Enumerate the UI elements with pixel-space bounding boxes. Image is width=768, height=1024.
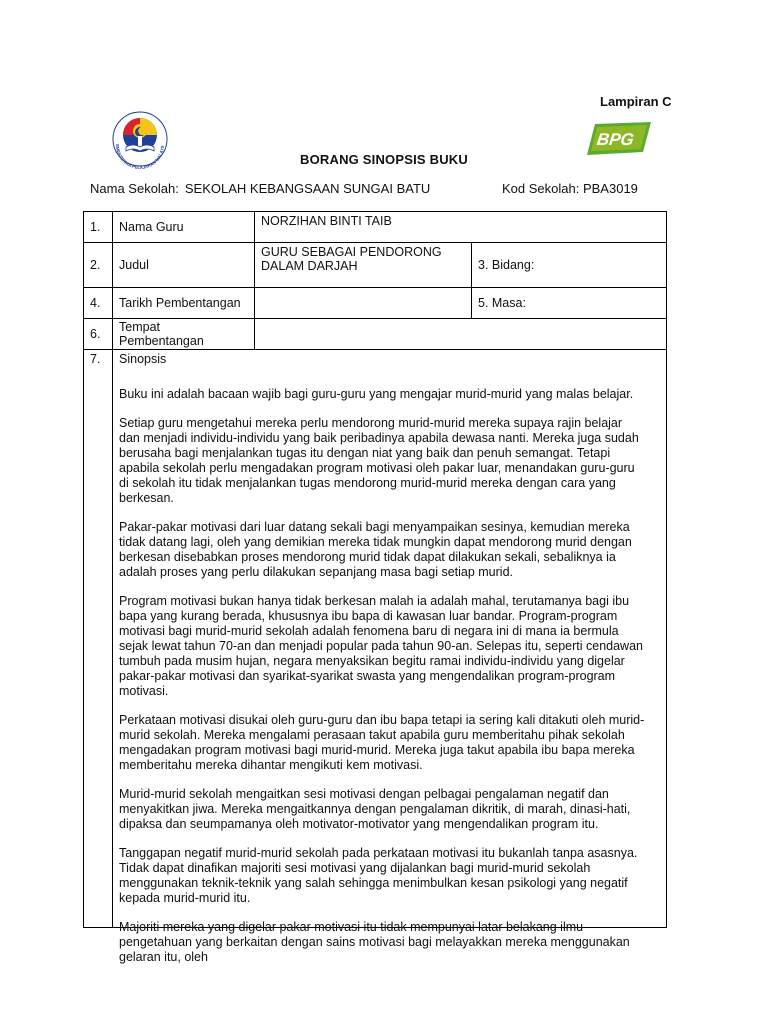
time-label: 5. Masa: — [472, 288, 667, 319]
row-presentation-place — [84, 319, 667, 350]
presentation-place-label: Tempat Pembentangan — [113, 319, 255, 350]
synopsis-cell — [113, 350, 667, 964]
bpg-logo-text: BPG — [595, 130, 636, 149]
row-number: 4. — [84, 288, 113, 319]
synopsis-paragraph: Setiap guru mengetahui mereka perlu mendorong murid-murid mereka supaya rajin belajar dan menjadi individu-individu yang baik peribadinya apabila dewasa nanti. Mereka juga sudah berusaha bagi menjalankan tugas itu dengan niat yang baik dan penuh semangat. Tetapi apabila sekolah perlu mengadakan program motivasi oleh pakar luar, menandakan guru-guru di sekolah itu tidak menjalankan tugas mendorong murid-murid mereka dengan cara yang berkesan. — [119, 416, 639, 505]
row-number: 2. — [84, 243, 113, 288]
teacher-name-label: Nama Guru — [113, 212, 255, 243]
bpg-logo — [585, 121, 653, 159]
teacher-name-value: NORZIHAN BINTI TAIB — [255, 212, 667, 243]
synopsis-paragraph: Buku ini adalah bacaan wajib bagi guru-guru yang mengajar murid-murid yang malas belajar. — [119, 387, 634, 401]
row-synopsis — [84, 350, 667, 928]
synopsis-heading: Sinopsis — [119, 352, 167, 366]
row-presentation-date — [84, 288, 667, 319]
form-title: BORANG SINOPSIS BUKU — [300, 152, 468, 167]
school-name-value: SEKOLAH KEBANGSAAN SUNGAI BATU — [184, 181, 431, 196]
synopsis-paragraph: Program motivasi bukan hanya tidak berkesan malah ia adalah mahal, terutamanya bagi ibu bapa yang kurang berada, khususnya ibu bapa di kawasan luar bandar. Program-program motivasi bagi murid-murid sekolah adalah fenomena baru di negara ini di mana ia bermula sejak lewat tahun 70-an dan menjadi popular pada tahun 90-an. Selepas itu, seperti cendawan tumbuh pada musim hujan, negara menyaksikan begitu ramai individu-individu yang digelar pakar-pakar motivasi dan syarikat-syarikat swasta yang mengendalikan program-program motivasi. — [119, 594, 643, 698]
presentation-place-value — [255, 319, 667, 350]
school-name-line — [90, 181, 430, 196]
title-value: GURU SEBAGAI PENDORONG DALAM DARJAH — [255, 243, 472, 288]
synopsis-paragraph: Pakar-pakar motivasi dari luar datang sekali bagi menyampaikan sesinya, kemudian mereka tidak datang lagi, oleh yang demikian mereka tidak mungkin dapat mendorong murid dengan berkesan disebabkan proses mendorong murid tidak dapat dilakukan sekali, sebaliknya ia adalah proses yang perlu dilakukan sepanjang masa bagi setiap murid. — [119, 520, 632, 579]
school-code-value: PBA3019 — [582, 181, 638, 196]
synopsis-paragraph: Perkataan motivasi disukai oleh guru-guru dan ibu bapa tetapi ia sering kali ditakuti oleh murid-murid sekolah. Mereka mengalami perasaan takut apabila guru memberitahu pihak sekolah mengadakan program motivasi bagi murid-murid. Mereka juga takut apabila ibu bapa mereka memberitahu mereka dihantar mengikuti kem motivasi. — [119, 713, 645, 772]
row-title — [84, 243, 667, 288]
title-label: Judul — [113, 243, 255, 288]
presentation-date-value — [255, 288, 472, 319]
synopsis-paragraph: Majoriti mereka yang digelar pakar motivasi itu tidak mempunyai latar belakang ilmu pengetahuan yang berkaitan dengan sains motivasi bagi melayakkan mereka menggunakan gelaran itu, oleh — [119, 920, 630, 964]
synopsis-content — [119, 352, 646, 964]
field-label: 3. Bidang: — [472, 243, 667, 288]
school-name-label: Nama Sekolah: — [90, 181, 179, 196]
synopsis-form-table — [83, 211, 667, 964]
logo-ring-text: EMENTERIAN PELAJARAN MALAYS — [114, 144, 166, 171]
school-code-line — [502, 181, 638, 196]
synopsis-paragraph: Murid-murid sekolah mengaitkan sesi motivasi dengan pelbagai pengalaman negatif dan menyakitkan jiwa. Mereka mengaitkannya dengan pengalaman dikritik, di marah, dinasi-hati, dipaksa dan seumpamanya oleh motivator-motivator yang mengendalikan program itu. — [119, 787, 631, 831]
row-number: 1. — [84, 212, 113, 243]
synopsis-paragraph: Tanggapan negatif murid-murid sekolah pada perkataan motivasi itu bukanlah tanpa asasnya. Tidak dapat dinafikan majoriti sesi motivasi yang dijalankan bagi murid-murid sekolah menggunakan teknik-teknik yang salah sehingga menimbulkan kesan psikologi yang negatif kepada murid-murid itu. — [119, 846, 638, 905]
appendix-label: Lampiran C — [600, 94, 672, 109]
row-number: 6. — [84, 319, 113, 350]
presentation-date-label: Tarikh Pembentangan — [113, 288, 255, 319]
ministry-logo — [108, 109, 172, 173]
school-code-label: Kod Sekolah: — [502, 181, 580, 196]
row-teacher-name — [84, 212, 667, 243]
row-number: 7. — [84, 350, 113, 928]
